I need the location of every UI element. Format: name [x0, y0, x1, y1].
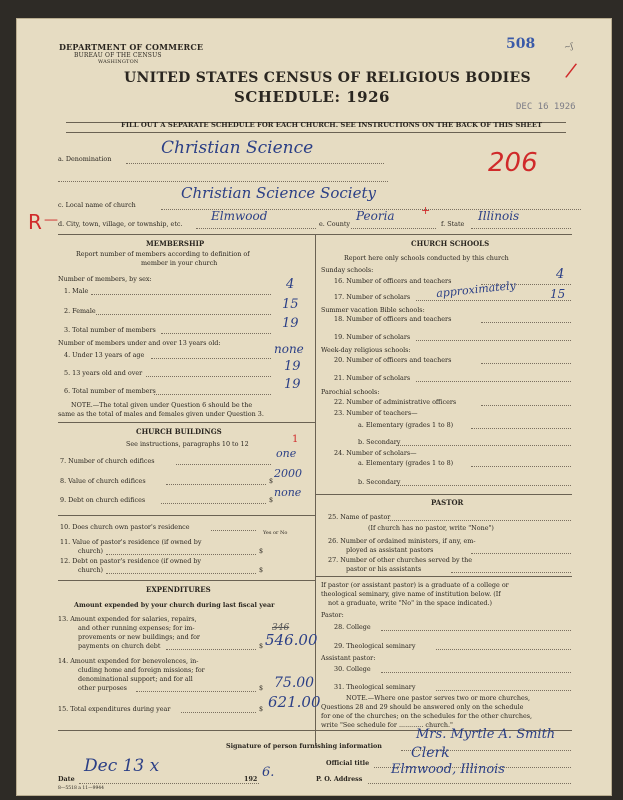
- county-label: e. County: [319, 220, 350, 228]
- q2-leader: [96, 314, 271, 315]
- state-label: f. State: [441, 220, 465, 228]
- city-value: Elmwood: [211, 209, 268, 223]
- q25-label: 25. Name of pastor: [328, 513, 391, 521]
- summer-schools-label: Summer vacation Bible schools:: [321, 306, 425, 314]
- q5-leader: [146, 376, 271, 377]
- q9-dollar: $: [269, 496, 274, 504]
- q14-label-c: denominational support; and for all: [78, 675, 193, 683]
- q24b-label: b. Secondary: [358, 478, 401, 486]
- q3-label: 3. Total number of members: [64, 326, 156, 334]
- date-value: Dec 13 x: [84, 756, 160, 776]
- form-title: UNITED STATES CENSUS OF RELIGIOUS BODIES: [124, 70, 531, 86]
- q17-leader: [416, 300, 571, 301]
- pastor-note-4: write "See schedule for ............ church.": [321, 721, 453, 729]
- q7-label: 7. Number of church edifices: [60, 457, 155, 465]
- church-name-value: Christian Science Society: [181, 184, 376, 202]
- q17-value: 15: [550, 287, 566, 301]
- review-mark-dash: —: [44, 212, 58, 228]
- q22-leader: [481, 405, 571, 406]
- pencil-mark: ∼ʃ: [563, 41, 574, 52]
- q27-label-b: pastor or his assistants: [346, 565, 422, 573]
- q29-label: 29. Theological seminary: [334, 642, 416, 650]
- q9-leader: [161, 503, 266, 504]
- census-schedule-sheet: [16, 18, 612, 796]
- q10-leader: [211, 530, 256, 531]
- q9-value: none: [274, 486, 302, 499]
- official-title-value: Clerk: [411, 745, 450, 761]
- q30-label: 30. College: [334, 665, 371, 673]
- assistant-pastor-label: Assistant pastor:: [321, 654, 376, 662]
- q8-dollar: $: [269, 477, 274, 485]
- q14-label-d: other purposes: [78, 684, 127, 692]
- q13-label-b: and other running expenses; for im-: [78, 624, 195, 632]
- state-line: [471, 228, 571, 229]
- membership-intro-2: member in your church: [141, 259, 218, 267]
- red-check-mark: /: [564, 57, 579, 83]
- q5-label: 5. 13 years old and over: [64, 369, 143, 377]
- q19-label: 19. Number of scholars: [334, 333, 411, 341]
- q1-label: 1. Male: [64, 287, 89, 295]
- q14-value: 75.00: [274, 675, 315, 691]
- address-label: P. O. Address: [316, 775, 363, 783]
- q8-value: 2000: [274, 467, 302, 480]
- q14-label-a: 14. Amount expended for benevolences, in-: [58, 657, 199, 665]
- expenditures-top-rule: [58, 580, 315, 581]
- official-title-label: Official title: [326, 759, 370, 767]
- q18-leader: [481, 322, 571, 323]
- denomination-line-b: [58, 181, 388, 182]
- pastor-note-2: Questions 28 and 29 should be answered only on the schedule: [321, 703, 524, 711]
- q13-label-c: provements or new buildings; and for: [78, 633, 200, 641]
- year-prefix: 192: [244, 775, 258, 783]
- education-note-2: theological seminary, give name of institution below. (If: [321, 590, 501, 598]
- q28-label: 28. College: [334, 623, 371, 631]
- q23b-label: b. Secondary: [358, 438, 401, 446]
- q13-leader: [166, 649, 256, 650]
- q31-leader: [436, 690, 571, 691]
- q5-value: 19: [284, 359, 301, 374]
- pastor-sub-label: Pastor:: [321, 611, 344, 619]
- expenditures-heading: EXPENDITURES: [146, 585, 211, 594]
- education-note-3: not a graduate, write "No" in the space indicated.): [328, 599, 493, 607]
- address-value: Elmwood, Illinois: [391, 762, 505, 777]
- q7-leader: [176, 464, 271, 465]
- department-label: DEPARTMENT OF COMMERCE: [59, 42, 204, 52]
- q26-label-b: ployed as assistant pastors: [346, 546, 434, 554]
- bureau-label: BUREAU OF THE CENSUS: [74, 52, 162, 59]
- sunday-schools-label: Sunday schools:: [321, 266, 374, 274]
- form-number: 8—5518 a 11—9944: [58, 786, 105, 791]
- q27-leader: [451, 572, 571, 573]
- address-line: [368, 783, 571, 784]
- pastor-mid-rule: [315, 576, 572, 577]
- parochial-schools-label: Parochial schools:: [321, 388, 380, 396]
- date-label: [58, 776, 75, 782]
- date-label-text: Date: [58, 775, 75, 783]
- q7-red-tick: 1: [292, 434, 299, 445]
- members-by-age-label: Number of members under and over 13 years old:: [58, 339, 221, 347]
- q10-label: 10. Does church own pastor's residence: [60, 523, 190, 531]
- q2-value: 15: [282, 297, 299, 312]
- q14-dollar: $: [259, 684, 264, 692]
- q12-label-b: church): [78, 566, 104, 574]
- denomination-label: a. Denomination: [58, 155, 112, 163]
- state-value: Illinois: [478, 209, 520, 223]
- q23b-leader: [396, 445, 571, 446]
- pastor-top-rule: [315, 494, 572, 495]
- city-label: WASHINGTON: [98, 59, 139, 65]
- q17-value-note: approximately: [435, 278, 517, 301]
- q13-label-d: payments on church debt: [78, 642, 161, 650]
- q15-label: 15. Total expenditures during year: [58, 705, 171, 713]
- q21-label: 21. Number of scholars: [334, 374, 411, 382]
- q14-leader: [136, 691, 256, 692]
- q4-label: 4. Under 13 years of age: [64, 351, 145, 359]
- date-line: [79, 783, 259, 784]
- q23a-leader: [471, 428, 571, 429]
- q26-label-a: 26. Number of ordained ministers, if any, em-: [328, 537, 476, 545]
- pastor-note-1: NOTE.—Where one pastor serves two or more churches,: [346, 694, 531, 702]
- q13-dollar: $: [259, 642, 264, 650]
- q15-dollar: $: [259, 705, 264, 713]
- city-label: d. City, town, village, or township, etc.: [58, 220, 183, 228]
- church-name-label: c. Local name of church: [58, 201, 136, 209]
- q14-label-b: cluding home and foreign missions; for: [78, 666, 205, 674]
- q4-value: none: [274, 342, 304, 356]
- schools-sub: Report here only schools conducted by this church: [344, 254, 509, 262]
- q25-leader: [388, 520, 571, 521]
- signature-value: Mrs. Myrtle A. Smith: [416, 727, 556, 742]
- year-value: 6.: [262, 765, 275, 780]
- q16-label: 16. Number of officers and teachers: [334, 277, 452, 285]
- q6-label: 6. Total number of members: [64, 387, 156, 395]
- q22-label: 22. Number of administrative officers: [334, 398, 457, 406]
- buildings-sub: See instructions, paragraphs 10 to 12: [126, 440, 249, 448]
- q11-label-a: 11. Value of pastor's residence (if owned by: [60, 538, 202, 546]
- q7-value: one: [276, 447, 297, 460]
- pastor-heading: PASTOR: [431, 498, 464, 507]
- q20-leader: [481, 363, 571, 364]
- q15-value: 621.00: [268, 693, 321, 711]
- q13-original-value: 346: [272, 623, 290, 633]
- q31-label: 31. Theological seminary: [334, 683, 416, 691]
- q3-value: 19: [282, 316, 299, 331]
- q20-label: 20. Number of officers and teachers: [334, 356, 452, 364]
- q11-leader: [106, 554, 256, 555]
- members-by-sex-label: Number of members, by sex:: [58, 275, 152, 283]
- q25-hint: (If church has no pastor, write "None"): [368, 524, 494, 532]
- buildings-mid-rule: [58, 515, 315, 516]
- q29-leader: [436, 649, 571, 650]
- city-line: [196, 228, 316, 229]
- signature-label: Signature of person furnishing information: [226, 742, 382, 750]
- county-line: [351, 228, 436, 229]
- instruction-line: FILL OUT A SEPARATE SCHEDULE FOR EACH CHURCH. SEE INSTRUCTIONS ON THE BACK OF THIS SHEET: [121, 121, 543, 129]
- q15-leader: [181, 712, 256, 713]
- q6-leader: [154, 394, 271, 395]
- q16-value: 4: [556, 267, 565, 282]
- q27-label-a: 27. Number of other churches served by the: [328, 556, 473, 564]
- q4-leader: [151, 358, 271, 359]
- q19-leader: [416, 340, 571, 341]
- q1-leader: [91, 294, 271, 295]
- expenditures-sub: Amount expended by your church during last fiscal year: [74, 601, 275, 609]
- q24a-leader: [471, 466, 571, 467]
- q17-label: 17. Number of scholars: [334, 293, 411, 301]
- form-subtitle: SCHEDULE: 1926: [234, 88, 390, 106]
- q12-leader: [106, 573, 256, 574]
- q1-value: 4: [286, 277, 295, 292]
- review-mark-r: R: [28, 210, 42, 234]
- membership-intro-1: Report number of members according to definition of: [76, 250, 250, 258]
- q9-label: 9. Debt on church edifices: [60, 496, 146, 504]
- denomination-value: Christian Science: [161, 138, 314, 158]
- grid-center-rule: [315, 234, 316, 746]
- membership-heading: MEMBERSHIP: [146, 239, 205, 248]
- received-date-stamp: DEC 16 1926: [516, 102, 576, 112]
- q23-label: 23. Number of teachers—: [334, 409, 418, 417]
- yes-no-caption: Yes or No: [263, 530, 288, 536]
- q21-leader: [416, 381, 571, 382]
- q2-label: 2. Female: [64, 307, 96, 315]
- education-note-1: If pastor (or assistant pastor) is a graduate of a college or: [321, 581, 509, 589]
- q23a-label: a. Elementary (grades 1 to 8): [358, 421, 454, 429]
- schools-heading: CHURCH SCHOOLS: [411, 239, 490, 248]
- q24-label: 24. Number of scholars—: [334, 449, 417, 457]
- q18-label: 18. Number of officers and teachers: [334, 315, 452, 323]
- q3-leader: [161, 333, 271, 334]
- q24b-leader: [396, 485, 571, 486]
- weekday-schools-label: Week-day religious schools:: [321, 346, 411, 354]
- buildings-top-rule: [58, 422, 315, 423]
- q28-leader: [381, 630, 571, 631]
- q12-label-a: 12. Debt on pastor's residence (if owned by: [60, 557, 202, 565]
- q8-leader: [166, 484, 266, 485]
- q26-leader: [471, 553, 571, 554]
- q12-dollar: $: [259, 566, 264, 574]
- q6-value: 19: [284, 377, 301, 392]
- denomination-code: 206: [488, 148, 538, 178]
- q11-dollar: $: [259, 547, 264, 555]
- q30-leader: [381, 672, 571, 673]
- q8-label: 8. Value of church edifices: [60, 477, 146, 485]
- schedule-number: 508: [506, 36, 536, 52]
- denomination-line: [126, 163, 384, 164]
- q11-label-b: church): [78, 547, 104, 555]
- q24a-label: a. Elementary (grades 1 to 8): [358, 459, 454, 467]
- header-rule-lower: [66, 132, 566, 133]
- membership-note-1: NOTE.—The total given under Question 6 should be the: [71, 401, 253, 409]
- red-plus-mark: +: [421, 204, 431, 217]
- pastor-note-3: for one of the churches; on the schedules for the other churches,: [321, 712, 533, 720]
- membership-note-2: same as the total of males and females given under Question 3.: [58, 410, 264, 418]
- q13-value: 546.00: [265, 631, 318, 649]
- q13-label-a: 13. Amount expended for salaries, repairs,: [58, 615, 197, 623]
- buildings-heading: CHURCH BUILDINGS: [136, 427, 222, 436]
- county-value: Peoria: [356, 209, 395, 223]
